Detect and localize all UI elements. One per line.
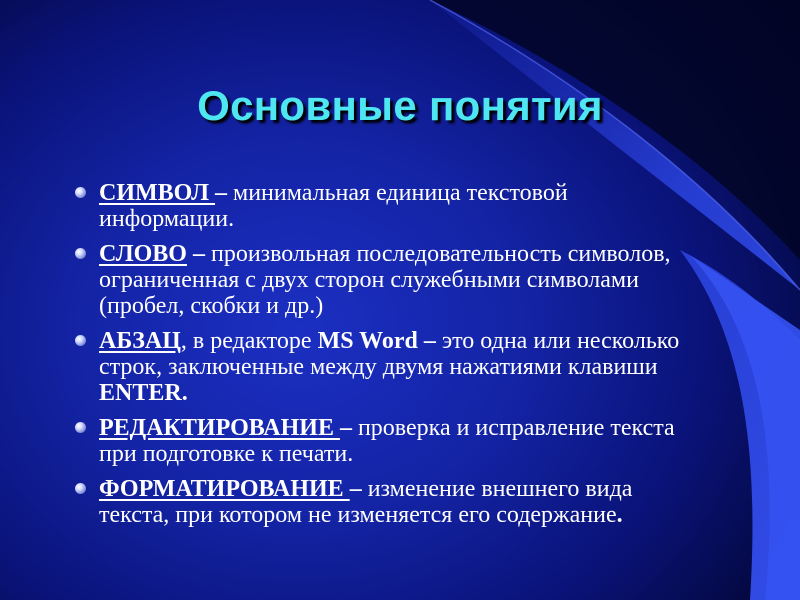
bullet-circle-icon [75,483,86,494]
bullet-circle-icon [75,422,86,433]
list-item [73,415,693,467]
definition-dash: – [349,476,362,502]
bullet-circle-icon [75,335,86,346]
definition-text: проверка и исправление текста при подготовке к печати. [99,415,675,467]
list-item [73,476,693,528]
ms-word-label: MS Word [317,328,418,354]
definition-text: минимальная единица текстовой информации. [99,180,568,232]
definition-end: . [616,502,623,528]
definition-text: изменение внешнего вида текста, при котором не изменяется его содержание [99,476,633,528]
list-item [73,241,693,319]
enter-key-label: ENTER [99,380,182,406]
term-word: СЛОВО [99,241,187,267]
definition-dash: – [186,241,205,267]
list-item [73,180,693,232]
definition-dash: – [215,180,228,206]
list-item [73,328,693,406]
definition-dash: – [417,328,436,354]
definition-text: произвольная последовательность символов, ограниченная с двух сторон служебными символами (пробел, скобки и др.) [99,241,671,319]
definition-text: это одна или несколько строк, заключенные между двумя нажатиями клавиши [99,328,680,380]
term-formatting: ФОРМАТИРОВАНИЕ [99,476,350,502]
definition-dash: – [339,415,352,441]
definition-text-before: , в редакторе [180,328,318,354]
term-paragraph: АБЗАЦ [99,328,181,354]
term-symbol: СИМВОЛ [99,180,216,206]
bullet-circle-icon [75,187,86,198]
bullet-circle-icon [75,248,86,259]
slide-title: Основные понятия [197,82,603,129]
term-editing: РЕДАКТИРОВАНИЕ [99,415,340,441]
definitions-list [73,180,693,537]
definition-end: . [181,380,188,406]
